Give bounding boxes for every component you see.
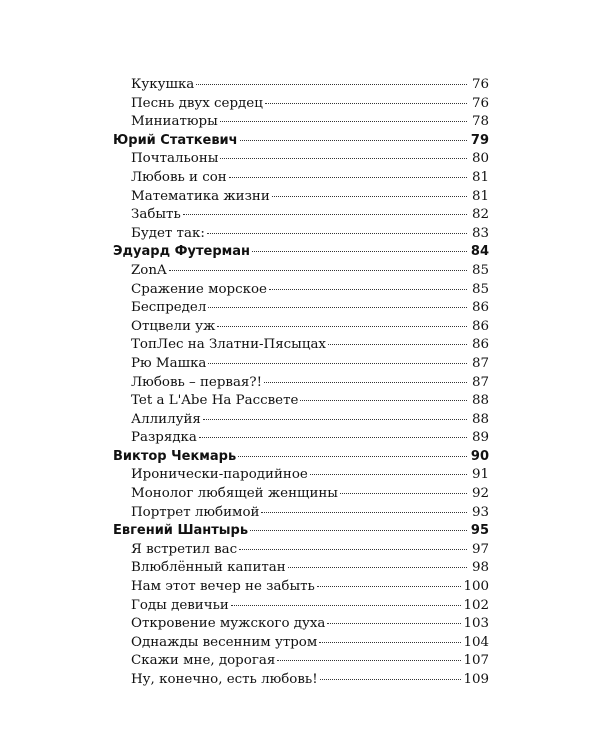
toc-page-number: 84 — [470, 244, 489, 260]
toc-page-number: 97 — [471, 541, 489, 557]
toc-entry-row — [113, 281, 489, 300]
toc-entry-title: Любовь и сон — [131, 169, 227, 185]
toc-entry-title: Сражение морское — [131, 281, 267, 297]
toc-entry-row — [113, 206, 489, 225]
table-of-contents — [113, 76, 489, 690]
toc-dot-leader — [199, 437, 467, 438]
toc-entry-title: Разрядка — [131, 430, 197, 446]
toc-dot-leader — [300, 400, 467, 401]
toc-entry-row — [113, 299, 489, 318]
toc-entry-row — [113, 374, 489, 393]
toc-page-number: 95 — [470, 523, 489, 539]
toc-author-row — [113, 522, 489, 541]
toc-entry-title: Миниатюры — [131, 114, 218, 130]
toc-dot-leader — [264, 382, 467, 383]
toc-page-number: 85 — [471, 281, 489, 297]
toc-page-number: 80 — [471, 151, 489, 167]
toc-entry-title: Будет так: — [131, 225, 205, 241]
toc-page-number: 92 — [471, 486, 489, 502]
toc-entry-row — [113, 559, 489, 578]
toc-entry-title: Однажды весенним утром — [131, 634, 318, 650]
toc-entry-title: Монолог любящей женщины — [131, 486, 338, 502]
toc-entry-row — [113, 113, 489, 132]
toc-page-number: 86 — [471, 300, 489, 316]
toc-page-number: 88 — [471, 393, 489, 409]
toc-dot-leader — [269, 289, 467, 290]
toc-entry-title: Математика жизни — [131, 188, 270, 204]
toc-dot-leader — [217, 326, 467, 327]
toc-dot-leader — [250, 530, 467, 531]
toc-dot-leader — [328, 344, 467, 345]
toc-entry-title: Нам этот вечер не забыть — [131, 579, 315, 595]
toc-dot-leader — [239, 549, 467, 550]
toc-page-number: 87 — [471, 355, 489, 371]
toc-entry-title: Забыть — [131, 207, 181, 223]
toc-page-number: 85 — [471, 262, 489, 278]
toc-entry-title: Отцвели уж — [131, 318, 216, 334]
toc-dot-leader — [327, 623, 461, 624]
toc-entry-row — [113, 188, 489, 207]
toc-entry-row — [113, 429, 489, 448]
toc-dot-leader — [220, 158, 467, 159]
toc-entry-row — [113, 485, 489, 504]
toc-dot-leader — [272, 196, 467, 197]
toc-dot-leader — [238, 456, 467, 457]
toc-entry-row — [113, 76, 489, 95]
toc-page-number: 78 — [471, 114, 489, 130]
toc-entry-row — [113, 597, 489, 616]
toc-entry-title: Любовь – первая?! — [131, 374, 262, 390]
toc-page-number: 81 — [471, 169, 489, 185]
toc-entry-row — [113, 355, 489, 374]
toc-dot-leader — [207, 233, 467, 234]
toc-entry-title: Скажи мне, дорогая — [131, 653, 276, 669]
toc-entry-title: Беспредел — [131, 300, 207, 316]
toc-entry-title: Кукушка — [131, 77, 195, 92]
toc-dot-leader — [265, 103, 467, 104]
toc-dot-leader — [277, 660, 461, 661]
toc-dot-leader — [340, 493, 467, 494]
toc-page-number: 104 — [463, 634, 489, 650]
toc-entry-row — [113, 95, 489, 114]
toc-author-row — [113, 243, 489, 262]
toc-entry-title: ТопЛес на Златни-Пясыцах — [131, 337, 326, 353]
toc-entry-row — [113, 169, 489, 188]
toc-page-number: 93 — [471, 504, 489, 520]
toc-entry-title: Я встретил вас — [131, 541, 238, 557]
toc-entry-row — [113, 578, 489, 597]
toc-entry-row — [113, 411, 489, 430]
toc-entry-row — [113, 615, 489, 634]
toc-dot-leader — [317, 586, 462, 587]
toc-page-number: 103 — [463, 616, 489, 632]
toc-dot-leader — [169, 270, 467, 271]
toc-dot-leader — [208, 363, 467, 364]
toc-dot-leader — [208, 307, 467, 308]
toc-author-name: Юрий Статкевич — [113, 132, 238, 148]
toc-entry-title: Песнь двух сердец — [131, 95, 263, 111]
toc-entry-row — [113, 392, 489, 411]
toc-dot-leader — [203, 419, 467, 420]
toc-dot-leader — [229, 177, 467, 178]
toc-entry-row — [113, 336, 489, 355]
toc-page-number: 88 — [471, 411, 489, 427]
toc-page-number: 91 — [471, 467, 489, 483]
toc-author-name: Эдуард Футерман — [113, 244, 251, 260]
toc-entry-title: Иронически-пародийное — [131, 467, 308, 483]
toc-page-number: 98 — [471, 560, 489, 576]
toc-page-number: 76 — [471, 95, 489, 111]
toc-entry-row — [113, 466, 489, 485]
toc-dot-leader — [240, 140, 467, 141]
toc-entry-title: Откровение мужского духа — [131, 616, 326, 632]
toc-dot-leader — [320, 679, 462, 680]
toc-entry-row — [113, 225, 489, 244]
toc-page-number: 100 — [463, 579, 489, 595]
toc-entry-title: Годы девичьи — [131, 597, 229, 613]
toc-entry-title: Влюблённый капитан — [131, 560, 286, 576]
toc-page-number: 79 — [470, 132, 489, 148]
toc-entry-row — [113, 671, 489, 690]
toc-page-number: 81 — [471, 188, 489, 204]
toc-entry-row — [113, 504, 489, 523]
toc-entry-title: Рю Машка — [131, 355, 207, 371]
toc-author-row — [113, 132, 489, 151]
toc-dot-leader — [196, 84, 467, 85]
toc-dot-leader — [231, 605, 462, 606]
toc-dot-leader — [288, 567, 467, 568]
toc-author-name: Евгений Шантырь — [113, 523, 249, 539]
toc-entry-row — [113, 634, 489, 653]
toc-author-row — [113, 448, 489, 467]
toc-dot-leader — [252, 251, 467, 252]
toc-page-number: 86 — [471, 337, 489, 353]
toc-page-number: 102 — [463, 597, 489, 613]
toc-entry-title: Tet a L'Abe На Рассвете — [131, 393, 299, 409]
toc-dot-leader — [220, 121, 467, 122]
toc-page-number: 83 — [471, 225, 489, 241]
toc-entry-row — [113, 318, 489, 337]
toc-dot-leader — [183, 214, 467, 215]
toc-entry-title: Аллилуйя — [131, 411, 201, 427]
toc-page-number: 107 — [463, 653, 489, 669]
toc-dot-leader — [319, 642, 461, 643]
toc-page-number: 82 — [471, 207, 489, 223]
toc-entry-row — [113, 541, 489, 560]
toc-entry-title: Почтальоны — [131, 151, 219, 167]
toc-page-number: 87 — [471, 374, 489, 390]
toc-entry-title: Портрет любимой — [131, 504, 260, 520]
toc-page-number: 109 — [463, 672, 489, 687]
toc-entry-row — [113, 150, 489, 169]
toc-dot-leader — [261, 512, 467, 513]
toc-page-number: 90 — [470, 448, 489, 464]
toc-author-name: Виктор Чекмарь — [113, 448, 237, 464]
toc-entry-row — [113, 652, 489, 671]
toc-entry-title: ZonA — [131, 262, 167, 278]
toc-dot-leader — [310, 474, 467, 475]
toc-entry-title: Ну, конечно, есть любовь! — [131, 672, 318, 687]
toc-page-number: 86 — [471, 318, 489, 334]
toc-page-number: 89 — [471, 430, 489, 446]
toc-entry-row — [113, 262, 489, 281]
toc-page-number: 76 — [471, 77, 489, 92]
